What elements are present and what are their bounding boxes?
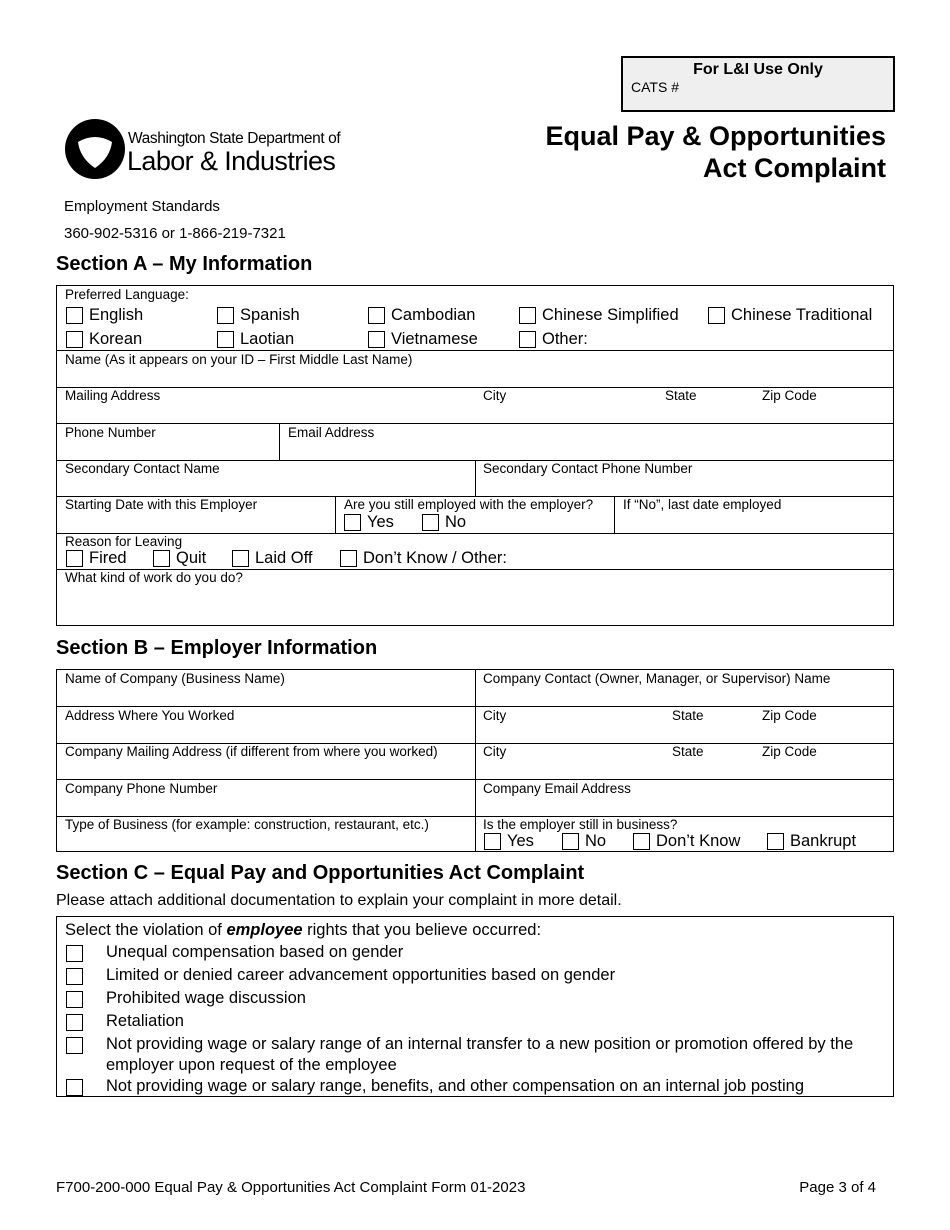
starting-date-label: Starting Date with this Employer [65,497,258,512]
business-bankrupt-option[interactable]: Bankrupt [767,832,856,851]
violation-item: Unequal compensation based on gender [106,943,404,961]
company-name-label: Name of Company (Business Name) [65,671,285,686]
divider [57,533,893,534]
form-title [545,120,886,184]
divider [57,423,893,424]
checkbox-icon[interactable] [484,833,501,850]
checkbox-icon[interactable] [217,331,234,348]
divider [614,496,615,533]
admin-use-title: For L&I Use Only [693,61,823,78]
section-c-title: Section C – Equal Pay and Opportunities Act Complaint [56,862,585,884]
reason-other-option[interactable]: Don’t Know / Other: [340,549,507,568]
program-name: Employment Standards [64,198,220,215]
checkbox-icon[interactable] [708,307,725,324]
reason-for-leaving-label: Reason for Leaving [65,534,183,549]
checkbox-icon[interactable] [66,307,83,324]
company-phone-label: Company Phone Number [65,781,218,796]
violation-item: Not providing wage or salary range, benefits, and other compensation on an internal job posting [106,1077,805,1095]
zip-code-label: Zip Code [762,388,817,403]
section-c-box [56,916,894,1097]
address-worked-label: Address Where You Worked [65,708,235,723]
kind-of-work-label: What kind of work do you do? [65,570,243,585]
state-label: State [672,708,704,723]
state-label: State [672,744,704,759]
checkbox-icon[interactable] [66,945,83,962]
divider [57,706,893,707]
company-mailing-address-label: Company Mailing Address (if different from where you worked) [65,744,438,759]
divider [335,496,336,533]
divider [279,423,280,460]
checkbox-icon[interactable] [368,331,385,348]
section-b-title: Section B – Employer Information [56,637,378,659]
agency-name-line1: Washington State Department of [128,130,341,147]
divider [57,350,893,351]
city-label: City [483,708,507,723]
name-field-label: Name (As it appears on your ID – First Middle Last Name) [65,352,413,367]
checkbox-icon[interactable] [66,550,83,567]
city-label: City [483,744,507,759]
secondary-contact-phone-label: Secondary Contact Phone Number [483,461,693,476]
checkbox-icon[interactable] [519,331,536,348]
company-email-label: Company Email Address [483,781,631,796]
divider [475,670,476,852]
reason-fired-option[interactable]: Fired [66,549,127,568]
violation-item: Prohibited wage discussion [106,989,306,1007]
checkbox-icon[interactable] [66,331,83,348]
checkbox-icon[interactable] [66,968,83,985]
agency-name-line2: Labor & Industries [127,146,336,176]
checkbox-icon[interactable] [519,307,536,324]
last-date-employed-label: If “No”, last date employed [623,497,782,512]
checkbox-icon[interactable] [66,1079,83,1096]
still-employed-question: Are you still employed with the employer? [344,497,594,512]
business-yes-option[interactable]: Yes [484,832,534,851]
violation-item: Retaliation [106,1012,184,1030]
form-title-line1: Equal Pay & Opportunities [545,121,886,151]
divider [475,460,476,496]
divider [57,779,893,780]
checkbox-icon[interactable] [767,833,784,850]
business-type-label: Type of Business (for example: construction, restaurant, etc.) [65,817,429,832]
city-label: City [483,388,507,403]
language-chinese-simplified-option[interactable]: Chinese Simplified [519,306,679,325]
still-in-business-question: Is the employer still in business? [483,817,678,832]
language-vietnamese-option[interactable]: Vietnamese [368,330,478,349]
section-b-box [56,669,894,852]
language-english-option[interactable]: English [66,306,143,325]
language-laotian-option[interactable]: Laotian [217,330,294,349]
email-address-label: Email Address [288,425,375,440]
still-employed-no-option[interactable]: No [422,513,466,532]
zip-code-label: Zip Code [762,744,817,759]
state-label: State [665,388,697,403]
violation-instruction: Select the violation of employee rights that you believe occurred: [65,921,542,939]
reason-quit-option[interactable]: Quit [153,549,206,568]
language-spanish-option[interactable]: Spanish [217,306,300,325]
checkbox-icon[interactable] [633,833,650,850]
checkbox-icon[interactable] [344,514,361,531]
admin-use-box [621,56,895,112]
footer-page-number: Page 3 of 4 [799,1179,876,1196]
section-a-box [56,285,894,626]
language-cambodian-option[interactable]: Cambodian [368,306,475,325]
checkbox-icon[interactable] [232,550,249,567]
checkbox-icon[interactable] [66,1014,83,1031]
reason-laid-off-option[interactable]: Laid Off [232,549,312,568]
section-c-intro: Please attach additional documentation to explain your complaint in more detail. [56,892,622,909]
zip-code-label: Zip Code [762,708,817,723]
checkbox-icon[interactable] [153,550,170,567]
footer-form-id: F700-200-000 Equal Pay & Opportunities Act Complaint Form 01-2023 [56,1179,526,1196]
violation-item: Not providing wage or salary range of an internal transfer to a new position or promotion offered by the employer upon request of the employee [106,1035,854,1074]
phone-number-label: Phone Number [65,425,156,440]
language-korean-option[interactable]: Korean [66,330,142,349]
checkbox-icon[interactable] [340,550,357,567]
checkbox-icon[interactable] [66,1037,83,1054]
checkbox-icon[interactable] [562,833,579,850]
form-title-line2: Act Complaint [702,153,886,183]
business-dont-know-option[interactable]: Don’t Know [633,832,740,851]
preferred-language-label: Preferred Language: [65,287,189,302]
language-chinese-traditional-option[interactable]: Chinese Traditional [708,306,872,325]
checkbox-icon[interactable] [217,307,234,324]
contact-phone: 360-902-5316 or 1-866-219-7321 [64,225,286,242]
cats-number-label: CATS # [631,79,679,95]
checkbox-icon[interactable] [422,514,439,531]
violation-item: Limited or denied career advancement opportunities based on gender [106,966,616,984]
checkbox-icon[interactable] [368,307,385,324]
company-contact-label: Company Contact (Owner, Manager, or Supervisor) Name [483,671,831,686]
secondary-contact-name-label: Secondary Contact Name [65,461,220,476]
section-a-title: Section A – My Information [56,253,313,275]
language-other-option[interactable]: Other: [519,330,588,349]
lni-logo-icon [64,118,126,180]
still-employed-yes-option[interactable]: Yes [344,513,394,532]
mailing-address-label: Mailing Address [65,388,161,403]
checkbox-icon[interactable] [66,991,83,1008]
business-no-option[interactable]: No [562,832,606,851]
